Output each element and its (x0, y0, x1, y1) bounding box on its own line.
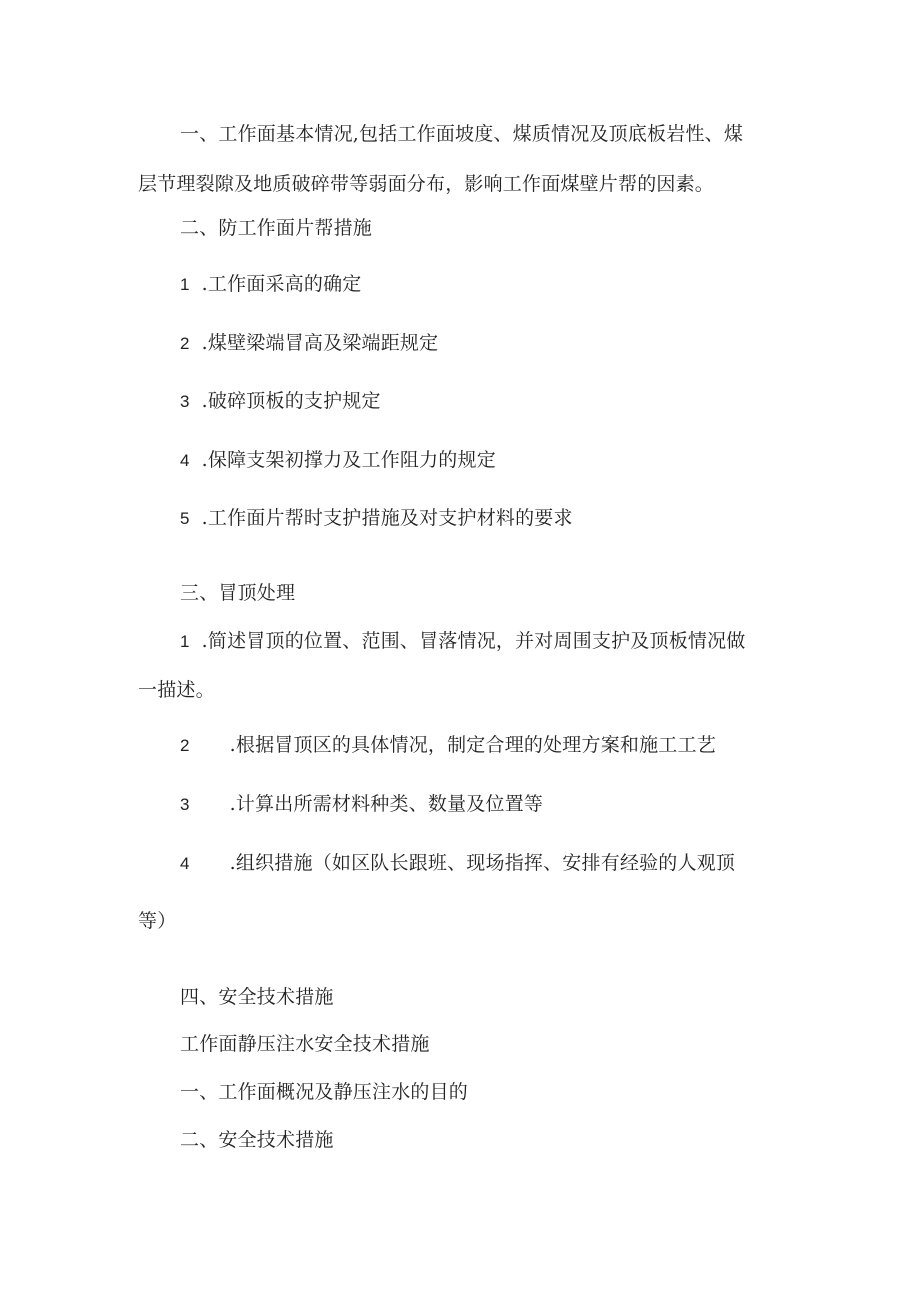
list-item-2-1 (180, 272, 362, 297)
list-item-text: .工作面片帮时支护措施及对支护材料的要求 (201, 507, 573, 529)
list-item-text: .根据冒顶区的具体情况，制定合理的处理方案和施工工艺 (229, 734, 716, 756)
list-item-2-3 (180, 389, 381, 414)
list-item-3-3 (180, 792, 543, 817)
list-item-3-1-line-2: 一描述。 (138, 679, 215, 701)
subsection-title: 工作面静压注水安全技术措施 (180, 1033, 430, 1055)
list-item-number: 4 (180, 854, 190, 873)
list-item-number: 3 (180, 795, 190, 814)
list-item-number: 2 (180, 736, 190, 755)
list-item-3-4-line-2: 等） (138, 910, 177, 932)
list-item-3-4-line-1 (180, 851, 735, 876)
heading-section-4: 四、安全技术措施 (180, 986, 334, 1008)
list-item-number: 2 (180, 334, 190, 353)
list-item-3-2 (180, 733, 716, 758)
list-item-number: 3 (180, 392, 190, 411)
list-item-3-1-line-1 (180, 629, 746, 654)
list-item-text: .保障支架初撑力及工作阻力的规定 (201, 449, 496, 471)
heading-section-3: 三、冒顶处理 (180, 582, 296, 604)
list-item-2-5 (180, 506, 573, 531)
paragraph-1-line-2: 层节理裂隙及地质破碎带等弱面分布，影响工作面煤壁片帮的因素。 (138, 173, 715, 195)
heading-section-2: 二、防工作面片帮措施 (180, 217, 373, 239)
list-item-text: .煤壁梁端冒高及梁端距规定 (201, 332, 439, 354)
list-item-text: .组织措施（如区队长跟班、现场指挥、安排有经验的人观顶 (229, 852, 736, 874)
list-item-text: .计算出所需材料种类、数量及位置等 (229, 793, 544, 815)
list-item-2-2 (180, 331, 438, 356)
list-item-text: .破碎顶板的支护规定 (201, 390, 381, 412)
list-item-text: .工作面采高的确定 (201, 273, 362, 295)
list-item-number: 4 (180, 451, 190, 470)
paragraph-1-line-1: 一、工作面基本情况,包括工作面坡度、煤质情况及顶底板岩性、煤 (180, 123, 744, 145)
list-item-number: 1 (180, 275, 190, 294)
list-item-text: .简述冒顶的位置、范围、冒落情况，并对周围支护及顶板情况做 (201, 630, 746, 652)
subsection-heading-2: 二、安全技术措施 (180, 1129, 334, 1151)
list-item-number: 1 (180, 632, 190, 651)
list-item-number: 5 (180, 509, 190, 528)
list-item-2-4 (180, 448, 496, 473)
subsection-heading-1: 一、工作面概况及静压注水的目的 (180, 1081, 469, 1103)
